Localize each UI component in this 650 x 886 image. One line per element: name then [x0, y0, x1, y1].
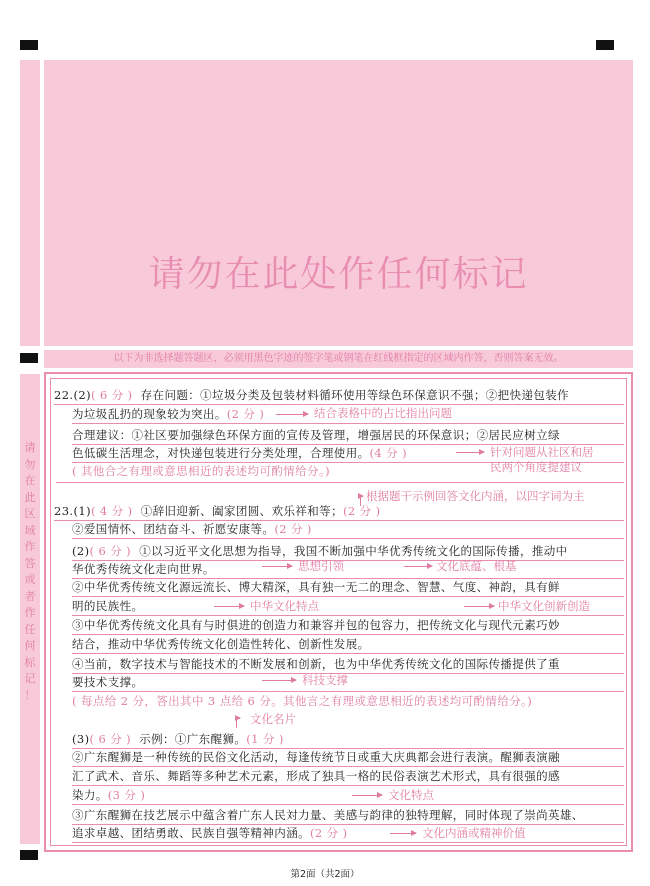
registration-mark	[20, 353, 38, 363]
q23-2-line-7: ④当前，数字技术与智能技术的不断发展和创新，也为中华优秀传统文化的国际传播提供了重	[72, 656, 624, 674]
side-warning-text: 请 勿 在 此 区 域 作 答 或 者 作 任 何 标 记 ！	[24, 441, 36, 702]
no-mark-text: 请勿在此处作任何标记	[148, 254, 529, 295]
annotation: 文化特点	[388, 788, 434, 802]
annotation: 针对问题从社区和居	[490, 445, 594, 459]
q23-3-line-6: 追求卓越、团结勇敢、民族自强等精神内涵。(2 分 )	[72, 825, 624, 843]
q22-line-4: 色低碳生活理念，对快递包装进行分类处理，合理使用。(4 分 )	[72, 445, 624, 463]
annotation: 中华文化特点	[250, 599, 319, 613]
q23-2-line-4: 明的民族性。	[72, 598, 624, 616]
q23-3-line-5: ③广东醒狮在技艺展示中蕴含着广东人民対力量、美感与韵律的独特理解，同时体现了崇尚英雄、	[72, 807, 624, 825]
annotation: 文化底蕴、根基	[436, 559, 517, 573]
q23-2-line-2: 华优秀传统文化走向世界。	[72, 561, 624, 579]
q22-line-2: 为垃圾乱扔的现象较为突出。(2 分 )	[72, 406, 624, 424]
annotation: 根据题干示例回答文化内涵，以四字词为主	[366, 489, 585, 503]
q23-3-line-1: (3)( 6 分 ) 示例：①广东醒狮。(1 分 )	[72, 731, 624, 749]
q23-2-line-5: ③中华优秀传统文化具有与时俱进的创造力和兼容并包的包容力，把传统文化与现代元素巧妙	[72, 617, 624, 635]
q23-3-line-3: 汇了武术、音乐、舞蹈等多种艺术元素，形成了独具一格的民俗表演艺术形式，具有很强的感	[72, 768, 624, 786]
annotation: 民两个角度提建议	[490, 460, 582, 474]
registration-mark	[596, 40, 614, 50]
registration-mark	[20, 850, 38, 860]
q22-line-1: 22.(2)( 6 分 ) 存在问题：①垃圾分类及包装材料循环使用等绿色环保意识不强；②把快递包装作	[54, 387, 624, 405]
q23-3-line-4: 染力。(3 分 )	[72, 787, 624, 805]
side-margin-bar	[20, 60, 40, 346]
divider	[56, 478, 624, 483]
q23-1-line-2: ②爱国情怀、团结奋斗、祈愿安康等。(2 分 )	[72, 521, 624, 539]
q23-2-line-3: ②中华优秀传统文化源远流长、博大精深，具有独一无二的理念、智慧、气度、神韵，具有鲜	[72, 579, 624, 597]
annotation: 思想引领	[298, 559, 344, 573]
q23-2-line-6: 结合，推动中华优秀传统文化创造性转化、创新性发展。	[72, 636, 624, 654]
arrow	[262, 680, 296, 681]
arrow	[214, 606, 244, 607]
no-mark-zone	[44, 60, 633, 346]
q23-3-line-2: ②广东醒狮是一种传统的民俗文化活动，每逢传统节日或重大庆典都会进行表演。醒狮表演融	[72, 749, 624, 767]
registration-mark	[20, 40, 38, 50]
arrow	[236, 718, 240, 719]
q23-2-scoring-note: ( 每点给 2 分，答出其中 3 点给 6 分。其他言之有理或意思相近的表述均可酌情给分。)	[72, 694, 533, 708]
arrow	[360, 496, 363, 497]
q22-scoring-note: ( 其他合之有理或意思相近的表述均可酌情给分。)	[72, 464, 330, 478]
page-footer: 第2面（共2面）	[290, 869, 360, 880]
arrow	[352, 795, 382, 796]
q23-2-line-1: (2)( 6 分 ) ①以习近平文化思想为指导，我国不断加强中华优秀传统文化的国际传播，推动中	[72, 543, 624, 561]
annotation: 科技支撑	[302, 673, 348, 687]
annotation: 中华文化创新创造	[498, 599, 590, 613]
arrow	[456, 452, 484, 453]
annotation: 文化内涵或精神价值	[422, 826, 526, 840]
arrow	[404, 566, 432, 567]
annotation: 文化名片	[250, 712, 296, 726]
arrow	[262, 566, 292, 567]
q23-1-line-1: 23.(1)( 4 分 ) ①辞旧迎新、阖家团圆、欢乐祥和等；(2 分 )	[54, 503, 624, 521]
arrow	[276, 414, 308, 415]
annotation: 结合表格中的占比指出问题	[314, 406, 452, 420]
q23-2-line-8: 要技术支撑。	[72, 674, 624, 692]
answer-notice: 以下为非选择题答题区，必须用黑色字迹的签字笔或钢笔在红线框指定的区域内作答，否则答案无效。	[44, 350, 633, 368]
arrow	[464, 606, 494, 607]
arrow	[390, 833, 416, 834]
q22-line-3: 合理建议：①社区要加强绿色环保方面的宣传及管理，增强居民的环保意识；②居民应树立绿	[72, 427, 624, 445]
